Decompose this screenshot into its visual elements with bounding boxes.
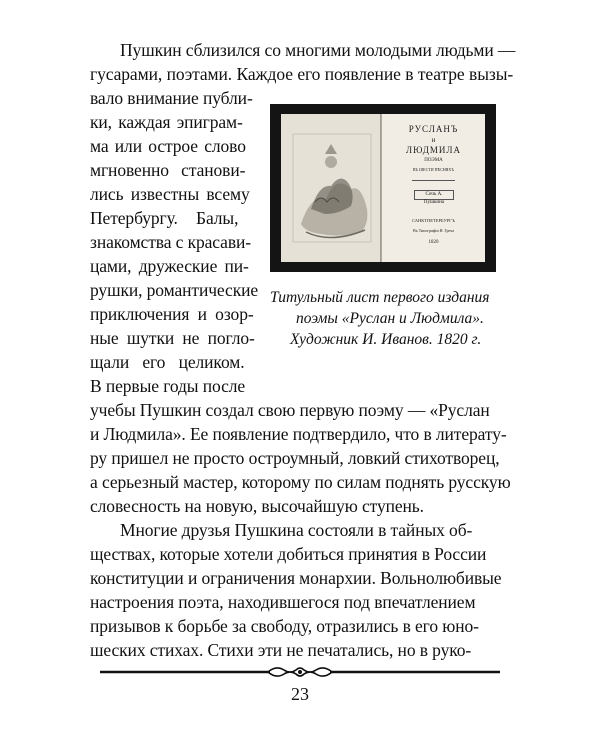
tp-author: Сочъ А. Пушкина bbox=[414, 190, 454, 200]
text-line: гусарами, поэтами. Каждое его появление в театре вызы- bbox=[90, 64, 514, 84]
text-line: Петербургу. Балы, bbox=[90, 208, 239, 228]
text-line: ные шутки не погло- bbox=[90, 328, 255, 348]
text-line: а серьезный мастер, которому по силам поднять русскую bbox=[90, 472, 511, 492]
title-page bbox=[382, 114, 485, 262]
text-line: ки, каждая эпиграм- bbox=[90, 112, 243, 132]
text-line: настроения поэта, находившегося под впечатлением bbox=[90, 592, 476, 612]
decorative-ornament bbox=[100, 662, 500, 682]
text-line: словесность на новую, высочайшую ступень. bbox=[90, 496, 424, 516]
book-photo bbox=[270, 104, 496, 272]
text-line: рушки, романтические bbox=[90, 280, 259, 300]
text-line: ществах, которые хотели добиться принятия в России bbox=[90, 544, 487, 564]
figure-caption-line: Художник И. Иванов. 1820 г. bbox=[290, 331, 482, 348]
text-line: цами, дружеские пи- bbox=[90, 256, 249, 276]
text-line: конституции и ограничения монархии. Вольнолюбивые bbox=[90, 568, 502, 588]
text-line: щали его целиком. bbox=[90, 352, 245, 372]
text-line: мгновенно станови- bbox=[90, 160, 246, 180]
tp-publisher: Въ Типографiи Н. Греча bbox=[412, 228, 455, 233]
text-line: ма или острое слово bbox=[90, 136, 246, 156]
tp-subtitle-2: ВЪ ШЕСТИ ПѢСНЯХЪ bbox=[412, 167, 455, 172]
text-line: знакомства с красави- bbox=[90, 232, 252, 252]
page-number: 23 bbox=[291, 684, 309, 704]
tp-title-1: РУСЛАНЪ bbox=[408, 124, 459, 134]
tp-city: САНКТПЕТЕРБУРГЪ bbox=[412, 218, 455, 223]
text-line: лись известны всему bbox=[90, 184, 250, 204]
text-line: приключения и озор- bbox=[90, 304, 254, 324]
text-line: и Людмила». Ее появление подтвердило, что в литерату- bbox=[90, 424, 507, 444]
tp-rule bbox=[412, 180, 455, 181]
text-line: учебы Пушкин создал свою первую поэму — «Руслан bbox=[90, 400, 490, 420]
text-line: Пушкин сблизился со многими молодыми людьми — bbox=[120, 40, 516, 60]
tp-subtitle: ПОЭМА bbox=[424, 158, 443, 163]
figure-caption-line: Титульный лист первого издания bbox=[270, 289, 490, 306]
text-line: ру пришел не просто остроумный, ловкий стихотворец, bbox=[90, 448, 500, 468]
tp-conj: и bbox=[431, 136, 436, 144]
text-line: В первые годы после bbox=[90, 376, 246, 396]
text-line: призывов к борьбе за свободу, отразились в его юно- bbox=[90, 616, 479, 636]
text-line: шеских стихах. Стихи эти не печатались, но в руко- bbox=[90, 640, 472, 660]
text-line: вало внимание публи- bbox=[90, 88, 253, 108]
tp-year: 1820 bbox=[428, 240, 439, 245]
figure-caption-line: поэмы «Руслан и Людмила». bbox=[296, 310, 484, 327]
frontispiece-illustration bbox=[281, 114, 381, 262]
tp-title-2: ЛЮДМИЛА bbox=[406, 145, 461, 155]
text-line: Многие друзья Пушкина состояли в тайных об- bbox=[120, 520, 473, 540]
